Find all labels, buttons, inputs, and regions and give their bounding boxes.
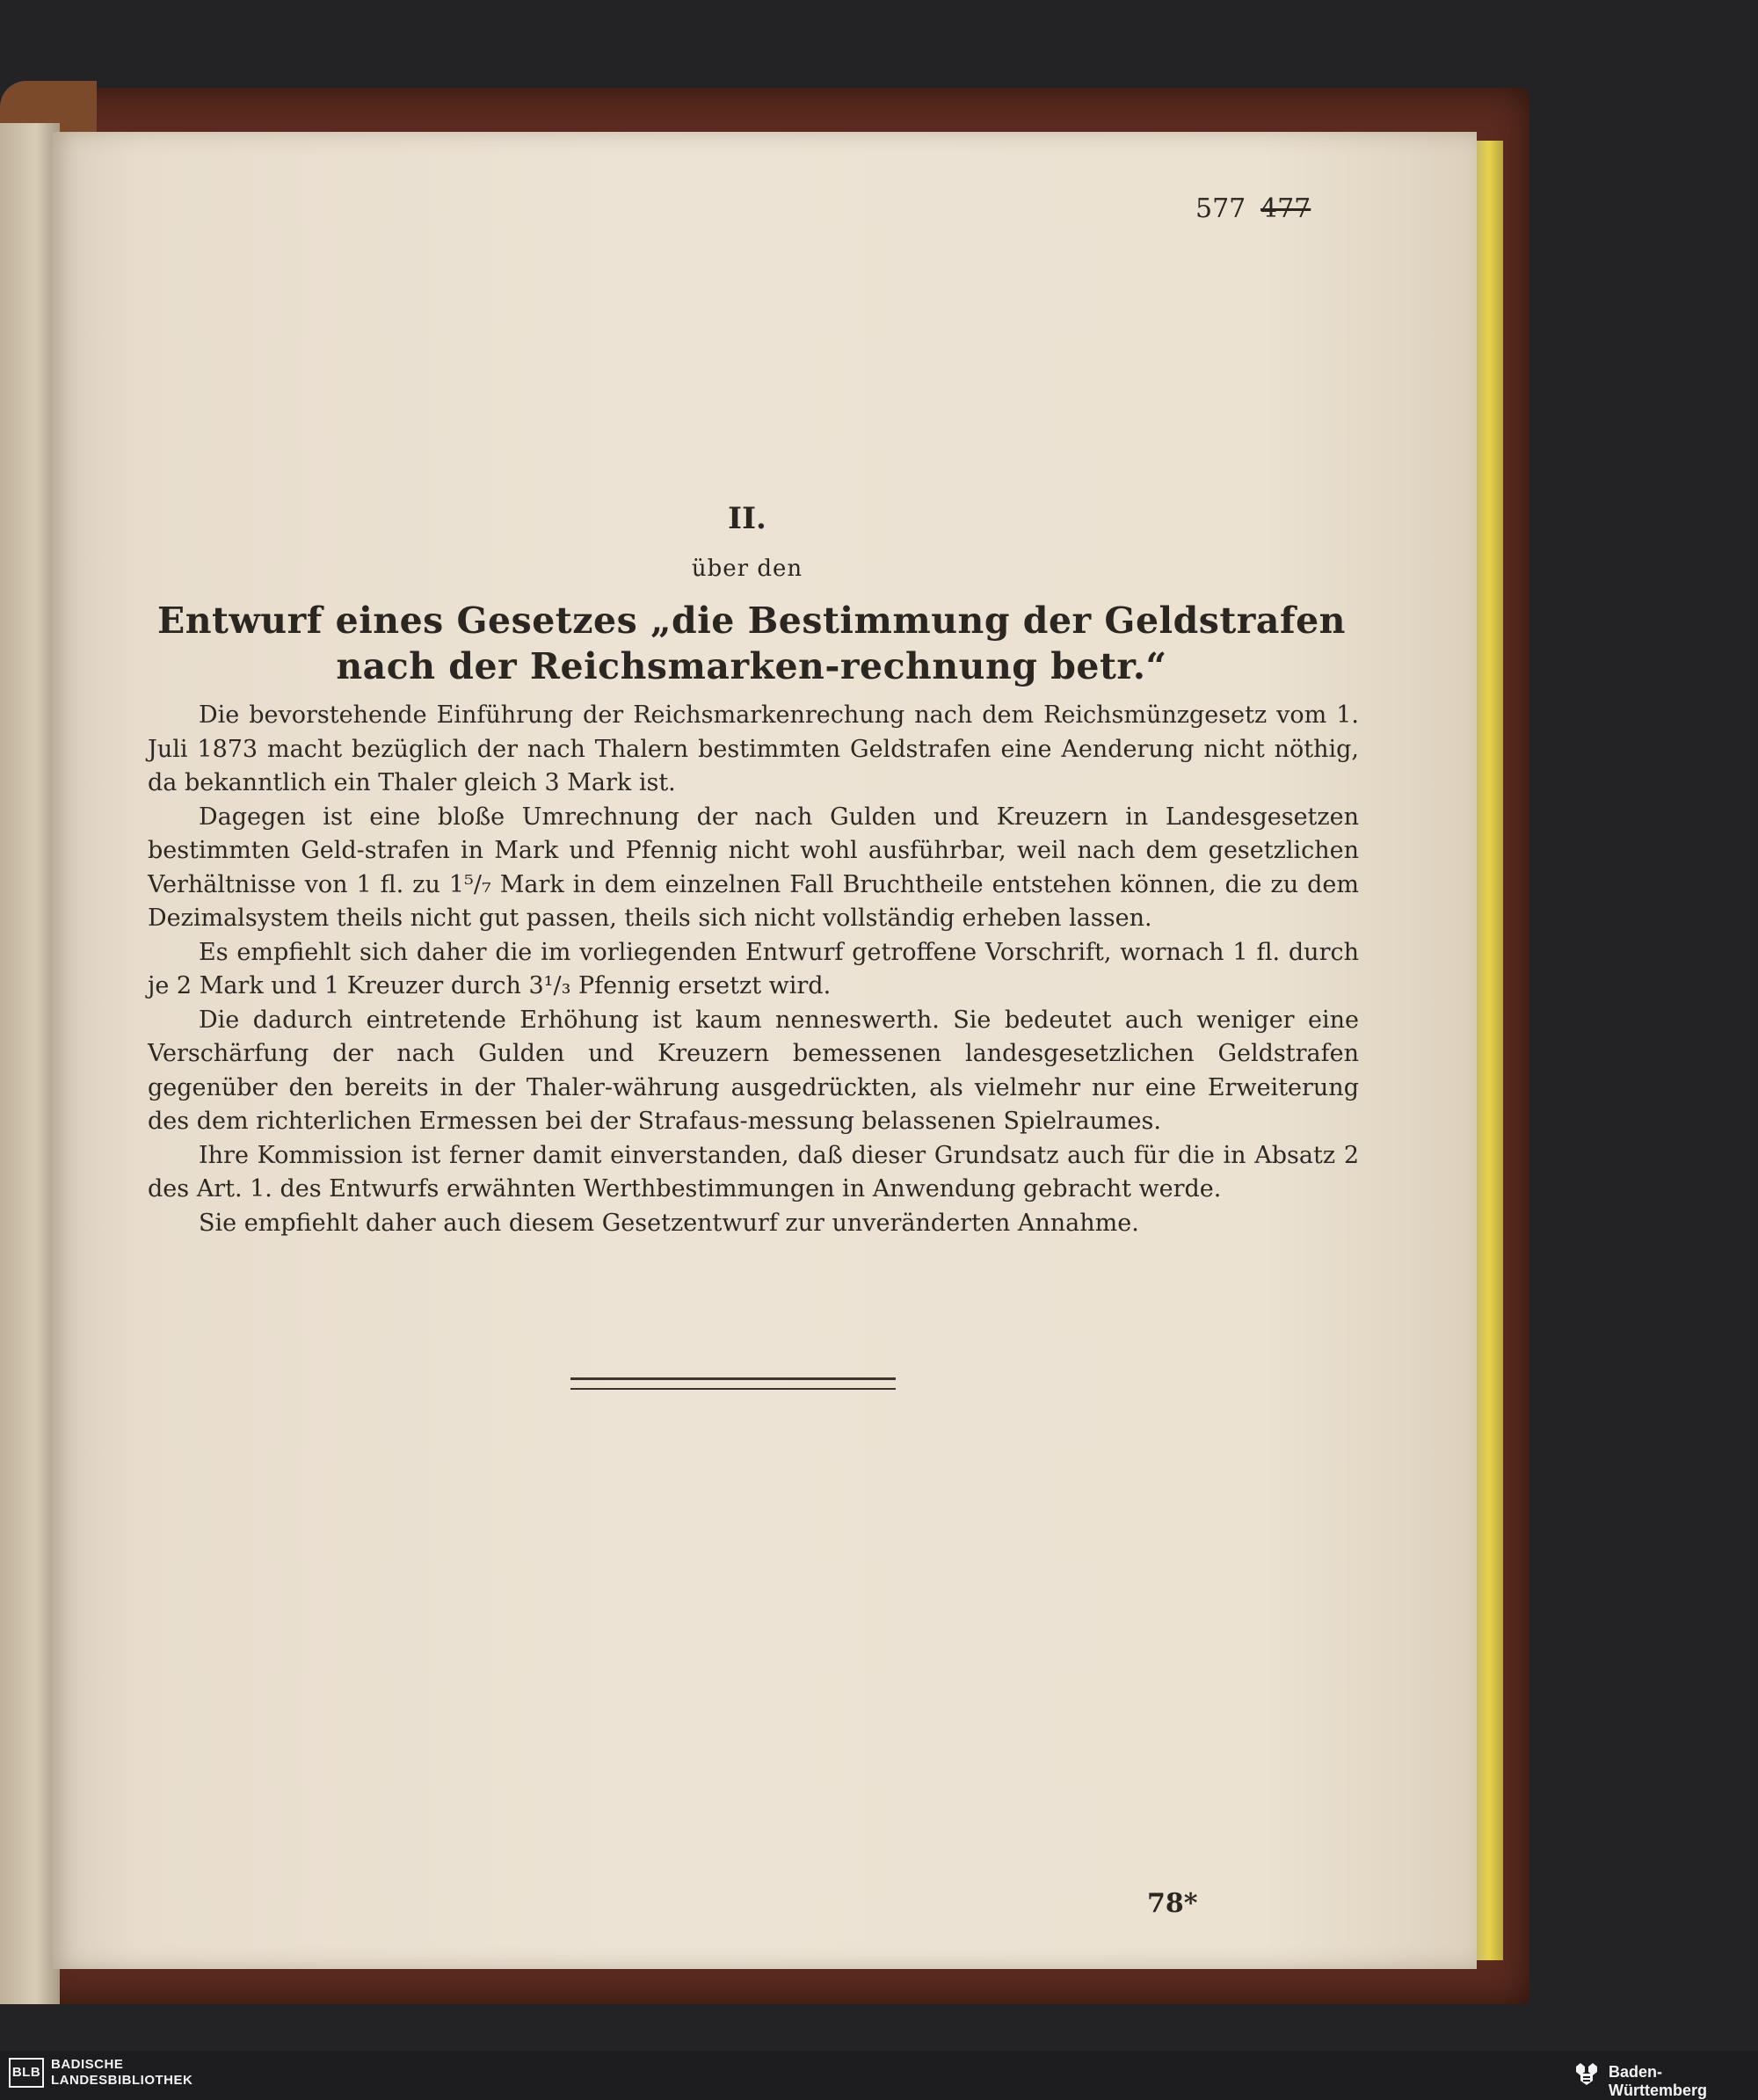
institution-line-1: BADISCHE (51, 2057, 124, 2072)
institution-line-2: LANDESBIBLIOTHEK (51, 2073, 193, 2088)
paragraph: Die bevorstehende Einführung der Reichsmarkenrechung nach dem Reichsmünzgesetz vom 1. Juli 1873 macht bezüglich der nach Thalern bestimmten Geldstrafen eine Aenderung nicht nöthig, da bekanntlich ein Thaler gleich 3 Mark ist. (148, 701, 1359, 796)
page-number: 577 (1195, 193, 1246, 224)
paragraph: Ihre Kommission ist ferner damit einverstanden, daß dieser Grundsatz auch für die in Absatz 2 des Art. 1. des Entwurfs erwähnten Werthbestimmungen in Anwendung gebracht werde. (148, 1141, 1359, 1203)
closing-rule (570, 1377, 896, 1390)
section-number: II. (728, 501, 766, 536)
section-intro: über den (691, 556, 803, 582)
struck-page-number: 477 (1260, 193, 1311, 224)
paragraph: Dagegen ist eine bloße Umrechnung der nach Gulden und Kreuzern in Landesgesetzen bestimmten Geld-strafen in Mark und Pfennig nicht wohl ausführbar, weil nach dem gesetzlichen Verhältnisse von 1 fl. zu 1⁵/₇ Mark in dem einzelnen Fall Bruchtheile entstehen können, die zu dem Dezimalsystem theils nicht gut passen, theils sich nicht vollständig erheben lassen. (148, 803, 1359, 932)
state-name[interactable]: Baden-Württemberg (1609, 2063, 1707, 2099)
coat-of-arms-icon (1573, 2061, 1600, 2086)
footer-bar (0, 2051, 1758, 2099)
blb-logo[interactable]: BLB (9, 2058, 44, 2088)
document-page (53, 132, 1477, 1969)
paragraph: Die dadurch eintretende Erhöhung ist kaum nenneswerth. Sie bedeutet auch weniger eine Verschärfung der nach Gulden und Kreuzern bemessenen landesgesetzlichen Geldstrafen gegenüber den bereits in der Thaler-währung ausgedrückten, als vielmehr nur eine Erweiterung des dem richterlichen Ermessen bei der Strafaus-messung belassenen Spielraumes. (148, 1006, 1359, 1135)
paragraph: Es empfiehlt sich daher die im vorliegenden Entwurf getroffene Vorschrift, wornach 1 fl. durch je 2 Mark und 1 Kreuzer durch 3¹/₃ Pfennig ersetzt wird. (148, 938, 1359, 999)
institution-name (51, 2057, 193, 2089)
body-text (148, 699, 1359, 1240)
bleed-through-header (141, 255, 1354, 290)
document-title: Entwurf eines Gesetzes „die Bestimmung der Geldstrafen nach der Reichsmarken-rechnung betr.“ (157, 599, 1346, 687)
signature-mark: 78* (1147, 1888, 1198, 1919)
left-page-edge (0, 123, 60, 2004)
paragraph: Sie empfiehlt daher auch diesem Gesetzentwurf zur unveränderten Annahme. (199, 1209, 1139, 1237)
